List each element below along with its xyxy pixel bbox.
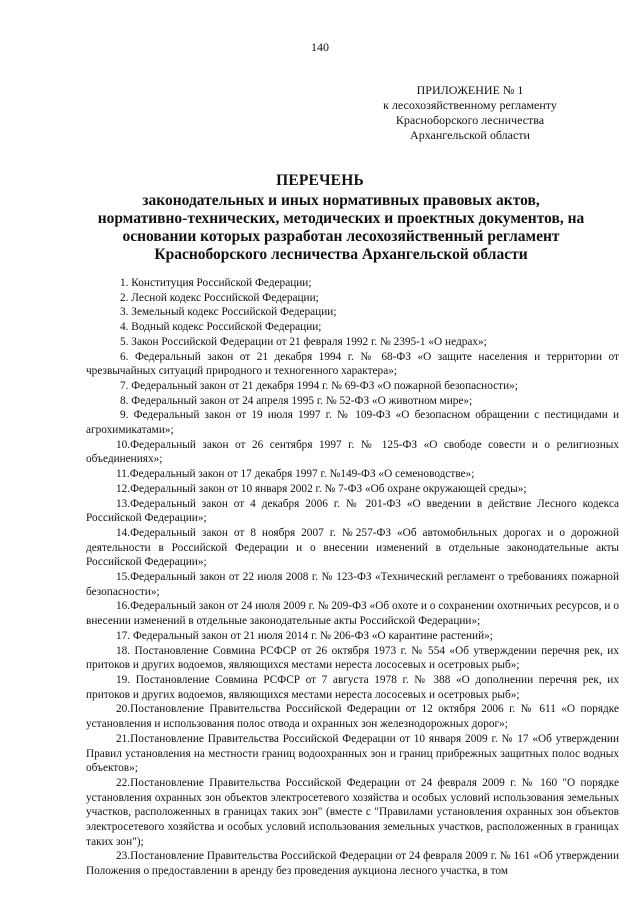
list-item: 22.Постановление Правительства Российской Федерации от 24 февраля 2009 г. № 160 "О порядке установления охранных зон объектов электросетевого хозяйства и особых условий использования земельных участков, расположенных в границах таких зон" (вместе с "Правилами установления охранных зон объектов электросетевого хозяйства и особых условий использования земельных участков, расположенных в границах таких зон"); bbox=[86, 776, 619, 848]
list-item: 23.Постановление Правительства Российской Федерации от 24 февраля 2009 г. № 161 «Об утверждении Положения о предоставлении в аренду без проведения аукциона лесного участка, в том bbox=[86, 850, 619, 878]
list-item: 16.Федеральный закон от 24 июля 2009 г. № 209-ФЗ «Об охоте и о сохранении охотничьих ресурсов, и о внесении изменений в отдельные законодательные акты Российской Федерации»; bbox=[86, 600, 619, 628]
appendix-line: Архангельской области bbox=[410, 128, 530, 142]
document-list bbox=[86, 276, 619, 879]
list-item: 7. Федеральный закон от 21 декабря 1994 г. № 69-ФЗ «О пожарной безопасности»; bbox=[120, 379, 518, 392]
list-item: 12.Федеральный закон от 10 января 2002 г. № 7-ФЗ «Об охране окружающей среды»; bbox=[116, 482, 527, 495]
list-item: 1. Конституция Российской Федерации; bbox=[120, 277, 312, 289]
subtitle-line: основании которых разработан лесохозяйственный регламент bbox=[122, 228, 560, 245]
list-item: 6. Федеральный закон от 21 декабря 1994 г. № 68-ФЗ «О защите населения и территории от чрезвычайных ситуаций природного и техногенного характера»; bbox=[86, 350, 619, 378]
list-item: 13.Федеральный закон от 4 декабря 2006 г. № 201-ФЗ «О введении в действие Лесного кодекса Российской Федерации»; bbox=[86, 497, 619, 525]
list-item: 18. Постановление Совмина РСФСР от 26 октября 1973 г. № 554 «Об утверждении перечня рек, их притоков и других водоемов, являющихся местами нереста лососевых и осетровых рыб»; bbox=[86, 644, 619, 672]
subtitle-line: законодательных и иных нормативных правовых актов, bbox=[142, 192, 540, 209]
subtitle-line: Красноборского лесничества Архангельской области bbox=[154, 246, 528, 263]
list-item: 11.Федеральный закон от 17 декабря 1997 г. №149-ФЗ «О семеноводстве»; bbox=[116, 468, 475, 481]
appendix-title: ПРИЛОЖЕНИЕ № 1 bbox=[416, 83, 524, 97]
list-item: 14.Федеральный закон от 8 ноября 2007 г. №257-ФЗ «Об автомобильных дорогах и о дорожной деятельности в Российской Федерации и о внесении изменений в отдельные законодательные акты Российской Федерации»; bbox=[86, 526, 619, 569]
appendix-line: к лесохозяйственному регламенту bbox=[383, 98, 557, 112]
document-title: ПЕРЕЧЕНЬ bbox=[276, 172, 364, 189]
list-item: 3. Земельный кодекс Российской Федерации; bbox=[120, 306, 337, 319]
list-item: 8. Федеральный закон от 24 апреля 1995 г. № 52-ФЗ «О животном мире»; bbox=[120, 394, 473, 407]
page-number: 140 bbox=[311, 40, 329, 54]
document-subtitle bbox=[85, 192, 597, 264]
subtitle-line: нормативно-технических, методических и проектных документов, на bbox=[97, 210, 585, 227]
list-item: 17. Федеральный закон от 21 июля 2014 г. № 206-ФЗ «О карантине растений»; bbox=[116, 629, 493, 642]
list-item: 21.Постановление Правительства Российской Федерации от 10 января 2009 г. № 17 «Об утверждении Правил установления на местности границ водоохранных зон и границ прибрежных защитных полос водных объектов»; bbox=[86, 732, 619, 775]
list-item: 10.Федеральный закон от 26 сентября 1997 г. № 125-ФЗ «О свободе совести и о религиозных объединениях»; bbox=[86, 438, 619, 466]
list-item: 15.Федеральный закон от 22 июля 2008 г. № 123-ФЗ «Технический регламент о требованиях пожарной безопасности»; bbox=[86, 571, 619, 598]
list-item: 20.Постановление Правительства Российской Федерации от 12 октября 2006 г. № 611 «О порядке установления и использования полос отвода и охранных зон железнодорожных дорог»; bbox=[86, 703, 619, 731]
list-item: 4. Водный кодекс Российской Федерации; bbox=[120, 321, 322, 334]
list-item: 2. Лесной кодекс Российской Федерации; bbox=[120, 291, 319, 304]
list-item: 19. Постановление Совмина РСФСР от 7 августа 1978 г. № 388 «О дополнении перечня рек, их притоков и других водоемов, являющихся местами нереста лососевых и осетровых рыб»; bbox=[86, 673, 619, 701]
list-item: 9. Федеральный закон от 19 июля 1997 г. № 109-ФЗ «О безопасном обращении с пестицидами и агрохимикатами»; bbox=[86, 409, 619, 437]
appendix-line: Красноборского лесничества bbox=[395, 113, 545, 127]
list-item: 5. Закон Российской Федерации от 21 февраля 1992 г. № 2395-1 «О недрах»; bbox=[120, 335, 487, 348]
appendix-block bbox=[340, 83, 600, 143]
